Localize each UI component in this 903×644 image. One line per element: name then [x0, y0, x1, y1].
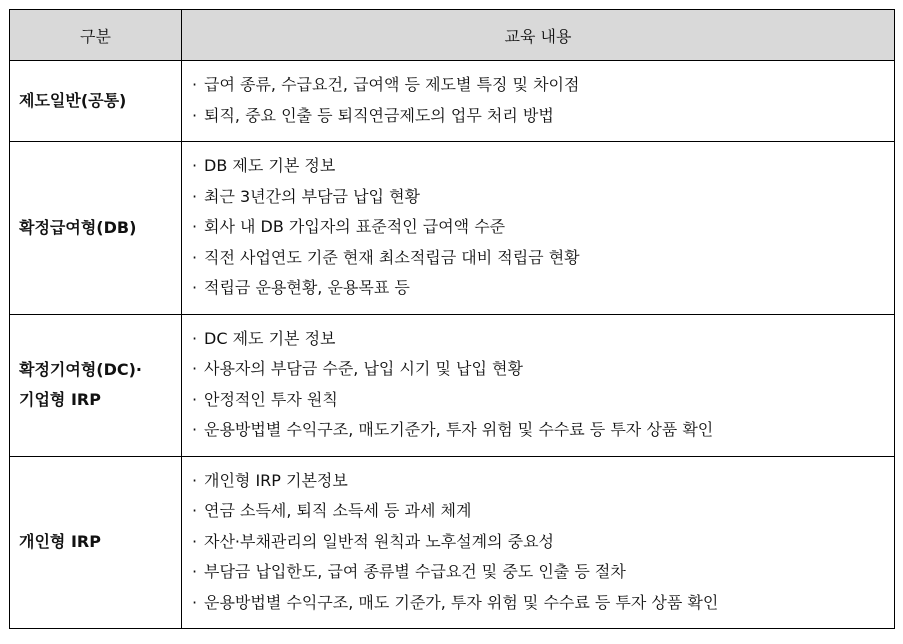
bullet: ·	[192, 217, 198, 236]
list-item	[192, 415, 894, 446]
header-content: 교육 내용	[182, 10, 895, 61]
category-label: 확정급여형(DB)	[19, 217, 137, 237]
list-item-text: 회사 내 DB 가입자의 표준적인 급여액 수준	[204, 217, 506, 236]
list-item-text: 운용방법별 수익구조, 매도 기준가, 투자 위험 및 수수료 등 투자 상품 확인	[204, 592, 719, 612]
category-label: 제도일반(공통)	[19, 91, 127, 110]
bullet: ·	[192, 186, 198, 206]
list-item	[192, 273, 894, 304]
content-list	[192, 151, 894, 304]
list-item	[192, 243, 894, 274]
bullet: ·	[192, 328, 198, 348]
list-item	[192, 466, 894, 497]
bullet: ·	[192, 531, 198, 551]
education-table-container	[9, 9, 894, 629]
content-cell	[182, 61, 895, 142]
content-cell	[182, 314, 895, 456]
list-item	[192, 151, 894, 182]
category-label: 개인형 IRP	[19, 532, 101, 552]
bullet: ·	[192, 359, 198, 378]
bullet: ·	[192, 470, 198, 490]
list-item-text: 최근 3년간의 부담금 납입 현황	[204, 186, 420, 206]
list-item	[192, 101, 894, 132]
content-list	[192, 466, 894, 619]
list-item	[192, 212, 894, 243]
list-item-text: DB 제도 기본 정보	[204, 156, 336, 175]
list-item-text: 운용방법별 수익구조, 매도기준가, 투자 위험 및 수수료 등 투자 상품 확인	[204, 420, 714, 439]
header-category: 구분	[10, 10, 182, 61]
list-item-text: 개인형 IRP 기본정보	[204, 470, 348, 490]
list-item-text: 연금 소득세, 퇴직 소득세 등 과세 체계	[204, 501, 472, 520]
category-cell	[10, 456, 182, 629]
table-header-row	[10, 10, 895, 61]
content-list	[192, 324, 894, 446]
category-cell	[10, 142, 182, 315]
content-cell	[182, 456, 895, 629]
bullet: ·	[192, 420, 198, 439]
category-label: 확정기여형(DC)·	[19, 360, 143, 379]
bullet: ·	[192, 501, 198, 520]
content-cell	[182, 142, 895, 315]
list-item	[192, 496, 894, 527]
list-item-text: 사용자의 부담금 수준, 납입 시기 및 납입 현황	[204, 359, 523, 378]
content-list	[192, 70, 894, 131]
bullet: ·	[192, 247, 198, 267]
category-cell	[10, 314, 182, 456]
bullet: ·	[192, 75, 198, 94]
bullet: ·	[192, 156, 198, 175]
list-item-text: 자산·부채관리의 일반적 원칙과 노후설계의 중요성	[204, 531, 555, 551]
bullet: ·	[192, 592, 198, 612]
table-row	[10, 456, 895, 629]
table-body	[10, 61, 895, 629]
table-row	[10, 314, 895, 456]
table-row	[10, 61, 895, 142]
list-item-text: 직전 사업연도 기준 현재 최소적립금 대비 적립금 현황	[204, 247, 580, 267]
category-cell	[10, 61, 182, 142]
list-item	[192, 527, 894, 558]
list-item-text: 퇴직, 중요 인출 등 퇴직연금제도의 업무 처리 방법	[204, 105, 554, 125]
bullet: ·	[192, 389, 198, 409]
bullet: ·	[192, 278, 198, 297]
list-item	[192, 354, 894, 385]
list-item-text: 안정적인 투자 원칙	[204, 389, 338, 409]
list-item-text: 급여 종류, 수급요건, 급여액 등 제도별 특징 및 차이점	[204, 75, 580, 94]
list-item	[192, 385, 894, 416]
table-row	[10, 142, 895, 315]
list-item	[192, 557, 894, 588]
list-item	[192, 182, 894, 213]
list-item-text: 부담금 납입한도, 급여 종류별 수급요건 및 중도 인출 등 절차	[204, 562, 626, 581]
list-item-text: 적립금 운용현황, 운용목표 등	[204, 278, 410, 297]
list-item-text: DC 제도 기본 정보	[204, 328, 336, 348]
list-item	[192, 70, 894, 101]
list-item	[192, 588, 894, 619]
bullet: ·	[192, 562, 198, 581]
category-label: 기업형 IRP	[19, 390, 101, 409]
bullet: ·	[192, 105, 198, 125]
list-item	[192, 324, 894, 355]
education-content-table	[9, 9, 895, 629]
